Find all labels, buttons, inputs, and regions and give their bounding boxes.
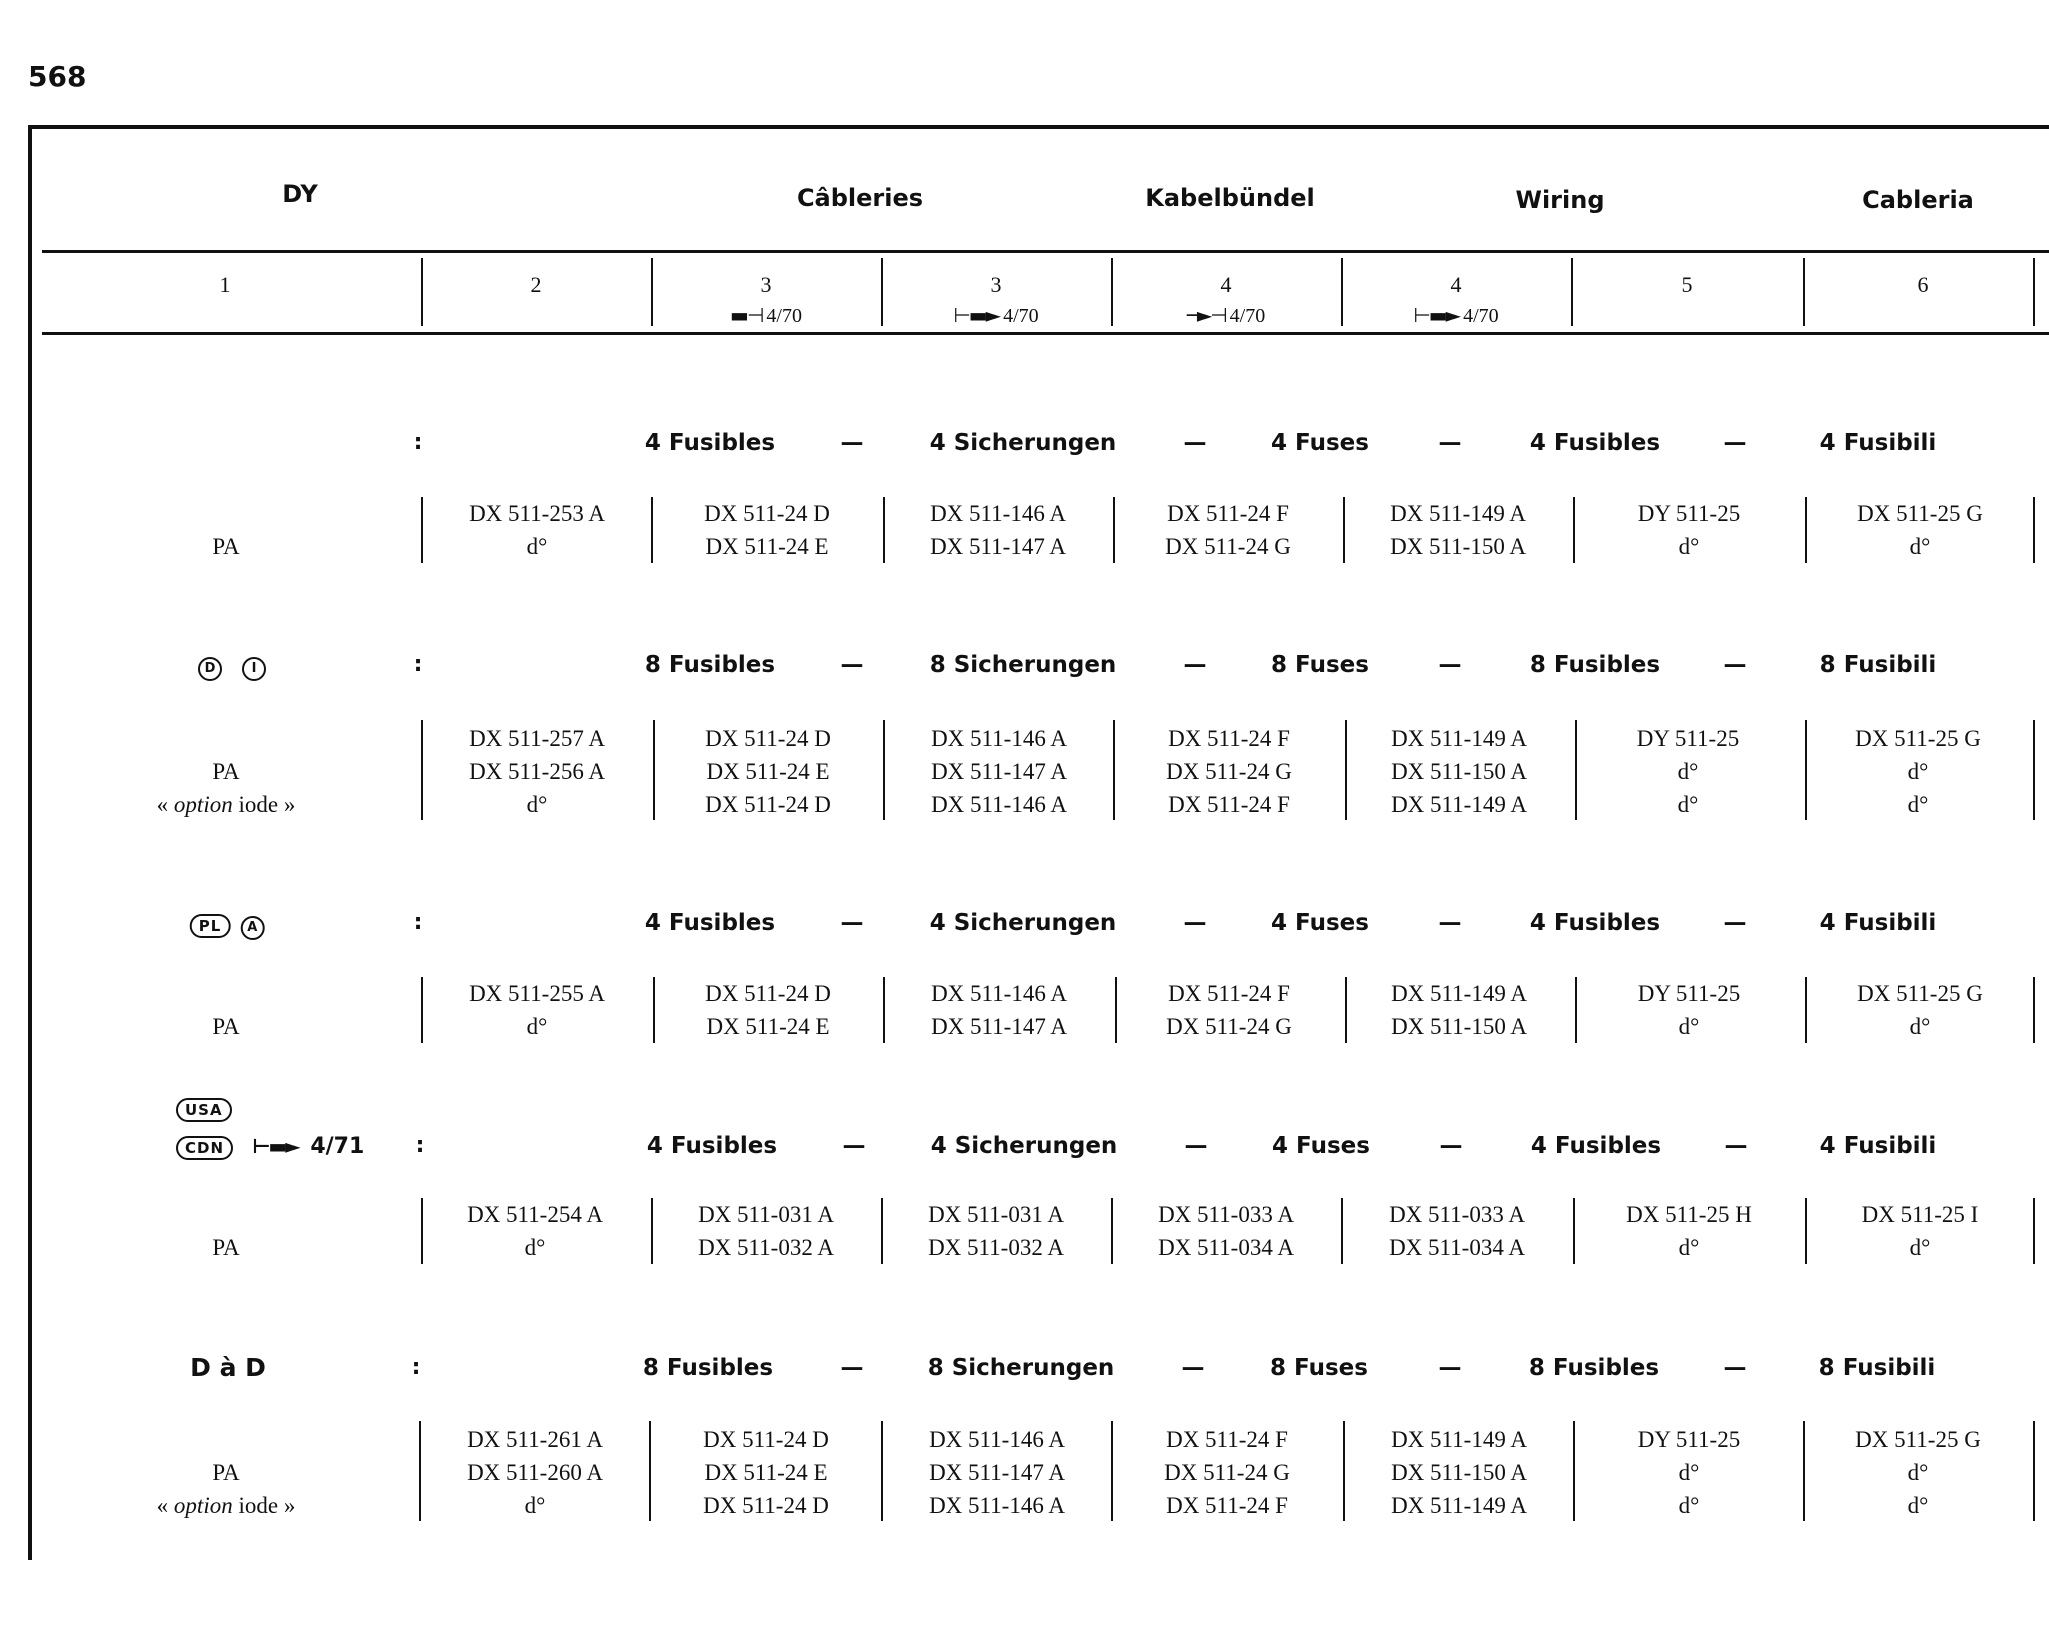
fuse-it: 8 Fusibili: [1819, 652, 1937, 678]
country-badge: D: [198, 657, 222, 681]
section-colon: :: [413, 652, 423, 677]
fuse-de: 4 Sicherungen: [929, 430, 1117, 456]
fuse-es: 4 Fusibles: [1529, 910, 1661, 936]
col-separator: [1575, 720, 1577, 820]
fuse-fr: 8 Fusibles: [644, 652, 776, 678]
table-cell: DY 511-25 d° d°: [1636, 726, 1740, 817]
model-title: DY: [282, 180, 318, 208]
fuse-fr: 8 Fusibles: [642, 1355, 774, 1381]
column-number: 1: [219, 272, 231, 297]
table-cell: DX 511-25 G d° d°: [1855, 1427, 1981, 1518]
col-separator: [2033, 1421, 2035, 1521]
header-rule: [42, 250, 2049, 253]
col-separator: [651, 258, 653, 326]
col-separator: [2033, 720, 2035, 820]
col-separator: [1573, 1198, 1575, 1264]
table-cell: DX 511-033 A DX 511-034 A: [1158, 1202, 1294, 1260]
table-cell: DX 511-24 F DX 511-24 G: [1166, 981, 1292, 1039]
fuse-fr: 4 Fusibles: [644, 430, 776, 456]
col-separator: [1345, 977, 1347, 1043]
dash: —: [842, 1133, 866, 1159]
title-fr: Câbleries: [796, 184, 924, 212]
table-cell: DX 511-24 F DX 511-24 G DX 511-24 F: [1166, 726, 1292, 817]
col-separator: [2033, 258, 2035, 326]
table-cell: DX 511-255 A d°: [469, 981, 605, 1039]
table-cell: DX 511-033 A DX 511-034 A: [1389, 1202, 1525, 1260]
col-separator: [1113, 720, 1115, 820]
fuse-es: 4 Fusibles: [1530, 1133, 1662, 1159]
col-separator: [881, 258, 883, 326]
column-number: 4 ⊢▬► 4/70: [1413, 270, 1498, 331]
row-label: PA: [212, 1235, 240, 1260]
fuse-es: 8 Fusibles: [1528, 1355, 1660, 1381]
country-badges: [176, 1092, 364, 1166]
col-separator: [1345, 720, 1347, 820]
column-number: 4 ─►⊣ 4/70: [1187, 270, 1265, 331]
arrow-until-icon: ▬⊣: [730, 303, 763, 327]
arrow-from-icon: ⊢▬►: [953, 303, 1000, 327]
col-separator: [1113, 497, 1115, 563]
title-de: Kabelbündel: [1145, 184, 1315, 212]
col-separator: [651, 497, 653, 563]
arrow-until-icon: ─►⊣: [1186, 303, 1226, 327]
col-separator: [1805, 977, 1807, 1043]
col-separator: [1805, 497, 1807, 563]
fuse-es: 8 Fusibles: [1529, 652, 1661, 678]
dash: —: [840, 1355, 864, 1381]
column-number-rule: [42, 332, 2049, 335]
col-separator: [421, 977, 423, 1043]
col-separator: [881, 1421, 883, 1521]
dash: —: [1438, 652, 1462, 678]
col-separator: [649, 1421, 651, 1521]
col-separator: [1111, 1421, 1113, 1521]
col-separator: [1111, 1198, 1113, 1264]
column-number: 6: [1917, 272, 1929, 297]
dash: —: [1723, 910, 1747, 936]
table-cell: DX 511-031 A DX 511-032 A: [698, 1202, 834, 1260]
row-label: PA: [212, 1014, 240, 1039]
fuse-de: 8 Sicherungen: [929, 652, 1117, 678]
fuse-it: 4 Fusibili: [1819, 430, 1937, 456]
dash: —: [1724, 1133, 1748, 1159]
row-label: PA « option iode »: [156, 1460, 296, 1518]
col-separator: [1111, 258, 1113, 326]
dash: —: [1438, 1355, 1462, 1381]
col-separator: [1575, 977, 1577, 1043]
col-separator: [421, 720, 423, 820]
col-separator: [421, 1198, 423, 1264]
row-label: PA « option iode »: [156, 759, 296, 817]
fuse-it: 4 Fusibili: [1819, 1133, 1937, 1159]
dash: —: [1723, 1355, 1747, 1381]
col-separator: [421, 258, 423, 326]
dash: —: [1439, 1133, 1463, 1159]
table-cell: DX 511-24 F DX 511-24 G: [1165, 501, 1291, 559]
table-cell: DX 511-25 I d°: [1861, 1202, 1979, 1260]
section-colon: :: [413, 430, 423, 455]
section-colon: :: [413, 910, 423, 935]
title-en: Wiring: [1515, 186, 1605, 214]
table-cell: DX 511-25 G d° d°: [1855, 726, 1981, 817]
table-cell: DX 511-149 A DX 511-150 A DX 511-149 A: [1391, 1427, 1527, 1518]
dash: —: [1438, 910, 1462, 936]
column-number: 3 ▬⊣ 4/70: [730, 270, 802, 331]
fuse-de: 4 Sicherungen: [930, 1133, 1118, 1159]
section-colon: :: [415, 1133, 425, 1158]
dash: —: [1183, 652, 1207, 678]
col-separator: [1341, 258, 1343, 326]
col-separator: [2033, 1198, 2035, 1264]
dash: —: [1184, 1133, 1208, 1159]
title-it: Cableria: [1862, 186, 1974, 214]
table-cell: DX 511-031 A DX 511-032 A: [928, 1202, 1064, 1260]
table-cell: DX 511-149 A DX 511-150 A: [1390, 501, 1526, 559]
country-badge: CDN: [176, 1136, 233, 1160]
dash: —: [840, 910, 864, 936]
col-separator: [1115, 977, 1117, 1043]
dash: —: [840, 430, 864, 456]
table-cell: DY 511-25 d° d°: [1637, 1427, 1741, 1518]
col-separator: [653, 720, 655, 820]
col-separator: [1803, 1421, 1805, 1521]
col-separator: [651, 1198, 653, 1264]
page-number: 568: [28, 60, 87, 93]
fuse-de: 4 Sicherungen: [929, 910, 1117, 936]
table-cell: DX 511-24 D DX 511-24 E DX 511-24 D: [705, 726, 831, 817]
fuse-fr: 4 Fusibles: [644, 910, 776, 936]
frame-left-rule: [28, 125, 32, 1560]
table-cell: DX 511-146 A DX 511-147 A DX 511-146 A: [931, 726, 1067, 817]
col-separator: [1571, 258, 1573, 326]
dash: —: [1438, 430, 1462, 456]
section-colon: :: [411, 1355, 421, 1380]
fuse-en: 4 Fuses: [1272, 1133, 1370, 1159]
table-cell: DX 511-146 A DX 511-147 A DX 511-146 A: [929, 1427, 1065, 1518]
column-number: 5: [1681, 272, 1693, 297]
dash: —: [840, 652, 864, 678]
fuse-es: 4 Fusibles: [1529, 430, 1661, 456]
fuse-en: 4 Fuses: [1271, 430, 1369, 456]
table-cell: DX 511-24 D DX 511-24 E: [704, 501, 830, 559]
section-heading: D à D: [190, 1353, 266, 1382]
col-separator: [421, 497, 423, 563]
col-separator: [1573, 497, 1575, 563]
column-number: 2: [530, 272, 542, 297]
table-cell: DX 511-257 A DX 511-256 A d°: [469, 726, 605, 817]
col-separator: [1805, 1198, 1807, 1264]
arrow-from-icon: ⊢▬►: [1413, 303, 1460, 327]
fuse-it: 4 Fusibili: [1819, 910, 1937, 936]
col-separator: [1573, 1421, 1575, 1521]
fuse-it: 8 Fusibili: [1818, 1355, 1936, 1381]
col-separator: [419, 1421, 421, 1521]
table-cell: DX 511-146 A DX 511-147 A: [931, 981, 1067, 1039]
col-separator: [1803, 258, 1805, 326]
col-separator: [1805, 720, 1807, 820]
table-cell: DX 511-24 F DX 511-24 G DX 511-24 F: [1164, 1427, 1290, 1518]
col-separator: [2033, 497, 2035, 563]
frame-top-rule: [28, 125, 2049, 129]
table-cell: DX 511-253 A d°: [469, 501, 605, 559]
dash: —: [1723, 652, 1747, 678]
table-cell: DX 511-25 G d°: [1857, 981, 1983, 1039]
col-separator: [883, 497, 885, 563]
col-separator: [1341, 1198, 1343, 1264]
table-cell: DY 511-25 d°: [1637, 501, 1741, 559]
country-badges: [190, 912, 275, 940]
dash: —: [1183, 430, 1207, 456]
col-separator: [881, 1198, 883, 1264]
dash: —: [1723, 430, 1747, 456]
table-cell: DX 511-25 G d°: [1857, 501, 1983, 559]
fuse-fr: 4 Fusibles: [646, 1133, 778, 1159]
col-separator: [2033, 977, 2035, 1043]
dash: —: [1181, 1355, 1205, 1381]
table-cell: DX 511-24 D DX 511-24 E: [705, 981, 831, 1039]
fuse-en: 8 Fuses: [1270, 1355, 1368, 1381]
column-number: 3 ⊢▬► 4/70: [953, 270, 1038, 331]
table-cell: DX 511-149 A DX 511-150 A: [1391, 981, 1527, 1039]
country-badge: I: [242, 657, 266, 681]
country-badge: USA: [176, 1098, 232, 1122]
table-cell: DX 511-149 A DX 511-150 A DX 511-149 A: [1391, 726, 1527, 817]
country-badge: A: [240, 916, 264, 940]
table-cell: DX 511-254 A d°: [467, 1202, 603, 1260]
col-separator: [1343, 1421, 1345, 1521]
dash: —: [1183, 910, 1207, 936]
table-cell: DY 511-25 d°: [1637, 981, 1741, 1039]
table-cell: DX 511-261 A DX 511-260 A d°: [467, 1427, 603, 1518]
from-date: 4/71: [310, 1134, 365, 1159]
fuse-de: 8 Sicherungen: [927, 1355, 1115, 1381]
country-badge: PL: [190, 914, 231, 938]
table-cell: DX 511-24 D DX 511-24 E DX 511-24 D: [703, 1427, 829, 1518]
table-cell: DX 511-25 H d°: [1626, 1202, 1752, 1260]
col-separator: [883, 977, 885, 1043]
col-separator: [883, 720, 885, 820]
col-separator: [1343, 497, 1345, 563]
col-separator: [653, 977, 655, 1043]
table-cell: DX 511-146 A DX 511-147 A: [930, 501, 1066, 559]
fuse-en: 8 Fuses: [1271, 652, 1369, 678]
country-badges: [188, 653, 276, 681]
arrow-from-icon: ⊢▬►: [252, 1134, 299, 1158]
fuse-en: 4 Fuses: [1271, 910, 1369, 936]
row-label: PA: [212, 534, 240, 559]
